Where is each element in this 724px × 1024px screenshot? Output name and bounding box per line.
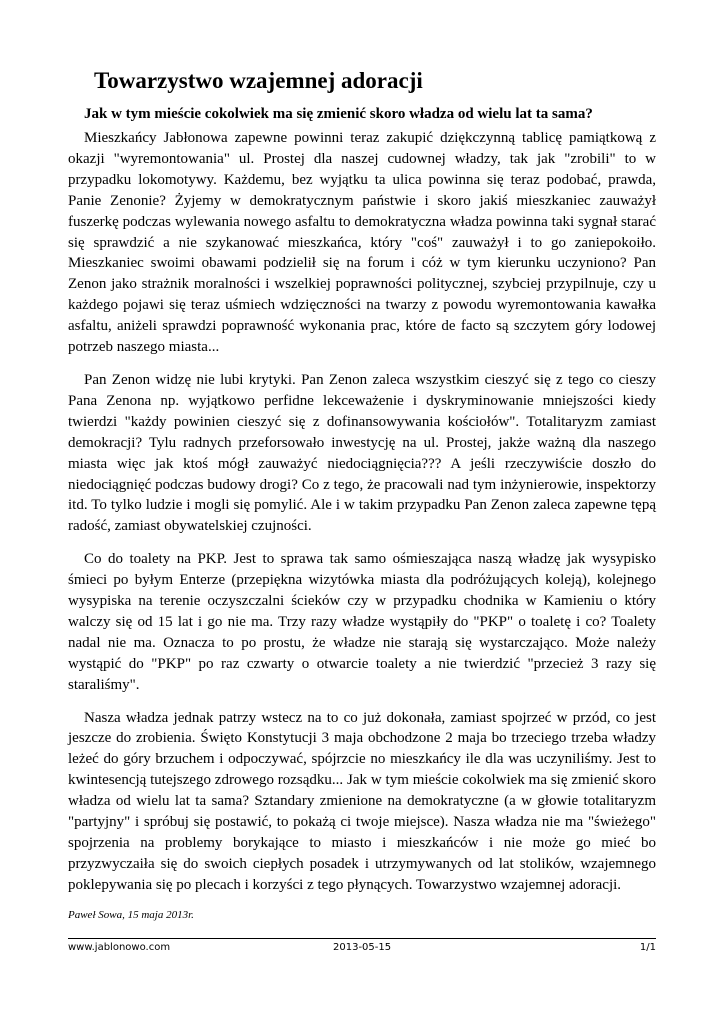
author-signature: Paweł Sowa, 15 maja 2013r. bbox=[68, 908, 194, 921]
article-title: Towarzystwo wzajemnej adoracji bbox=[94, 68, 423, 93]
paragraph-4: Nasza władza jednak patrzy wstecz na to co już dokonała, zamiast spojrzeć w przód, co jest jeszcze do zrobienia. Święto Konstytucji 3 maja obchodzone 2 maja bo trzeciego trzeba władzy leżeć do góry brzuchem i odpoczywać, spójrzcie no mieszkańcy ile dla was uczyniliśmy. Jest to kwintesencją tutejszego zdrowego rozsądku... Jak w tym mieście cokolwiek ma się zmienić skoro władza od wielu lat ta sama? Sztandary zmienione na demokratyczne (a w głowie totalitaryzm "partyjny" i spróbuj się postawić, to pokażą ci twoje miejsce). Nasza władza nie ma "świeżego" spojrzenia na problemy borykające to miasto i mieszkańców i nie może go mieć bo przyzwyczaiła się do swoich ciepłych posadek i utrzymywanych od lat stolików, wzajemnego poklepywania się po plecach i korzyści z tego płynących. Towarzystwo wzajemnej adoracji. bbox=[68, 709, 656, 893]
article-subtitle: Jak w tym mieście cokolwiek ma się zmienić skoro władza od wielu lat ta sama? bbox=[84, 106, 593, 122]
article-body bbox=[68, 128, 656, 922]
paragraph-2: Pan Zenon widzę nie lubi krytyki. Pan Zenon zaleca wszystkim cieszyć się z tego co cieszy Pana Zenona np. wyjątkowo perfidne lekceważenie i dyskryminowanie mniejszości kiedy twierdzi "każdy powinien cieszyć się z dofinansowywania kościołów". Totalitaryzm zamiast demokracji? Tylu radnych przeforsowało inwestycję na ul. Prostej, jakże ważną dla naszego miasta więc jak ktoś mógł zauważyć niedociągnięcia??? A jeśli rzeczywiście doszło do niedociągnięć podczas budowy drogi? Co z tego, że pracowali nad tym inżynierowie, inspektorzy itd. To tylko ludzie i mogli się pomylić. Ale i w takim przypadku Pan Zenon zaleca zapewne tępą radość, zamiast obywatelskiej czujności. bbox=[68, 371, 656, 535]
document-page bbox=[68, 0, 656, 1024]
paragraph-3: Co do toalety na PKP. Jest to sprawa tak samo ośmieszająca naszą władzę jak wysypisko śmieci po byłym Enterze (przepiękna wizytówka miasta dla podróżujących koleją), kolejnego wysypiska na terenie oczyszczalni ścieków czy w przypadku chodnika w Kamieniu o który walczy się od 15 lat i go nie ma. Trzy razy władze wystąpiły do "PKP" o toaletę i co? Toalety nadal nie ma. Oznacza to po prostu, że władze nie starają się wystarczająco. Może należy wystąpić do "PKP" po raz czwarty o otwarcie toalety a nie twierdzić "przecież 3 razy się staraliśmy". bbox=[68, 551, 656, 693]
footer-page-number: 1/1 bbox=[639, 942, 656, 953]
paragraph-1: Mieszkańcy Jabłonowa zapewne powinni teraz zakupić dziękczynną tablicę pamiątkową z okazji "wyremontowania" ul. Prostej dla naszej cudownej władzy, tak jak "zrobili" to w przypadku lokomotywy. Każdemu, bez wyjątku ta ulica powinna się teraz podobać, prawda, Panie Zenonie? Żyjemy w demokratycznym państwie i skoro jakiś mieszkaniec zauważył fuszerkę podczas wylewania nowego asfaltu to demokratyczna władza powinna taki sygnał starać się sprawdzić a nie szykanować mieszkańca, który "coś" zauważył i to go zaniepokoiło. Mieszkaniec swoimi obawami podzielił się na forum i cóż w tym kierunku uczyniono? Pan Zenon jako strażnik moralności i wszelkiej poprawności politycznej, szybciej przypilnuje, czy u każdego pojawi się teraz uśmiech wdzięczności na twarzy z powodu wyremontowania kawałka asfaltu, aniżeli sprawdzi poprawność wykonania prac, które de facto są szczytem góry lodowej potrzeb naszego miasta... bbox=[68, 130, 656, 356]
page-footer bbox=[68, 938, 656, 953]
footer-website: www.jablonowo.com bbox=[68, 942, 171, 953]
footer-date: 2013-05-15 bbox=[333, 942, 392, 953]
